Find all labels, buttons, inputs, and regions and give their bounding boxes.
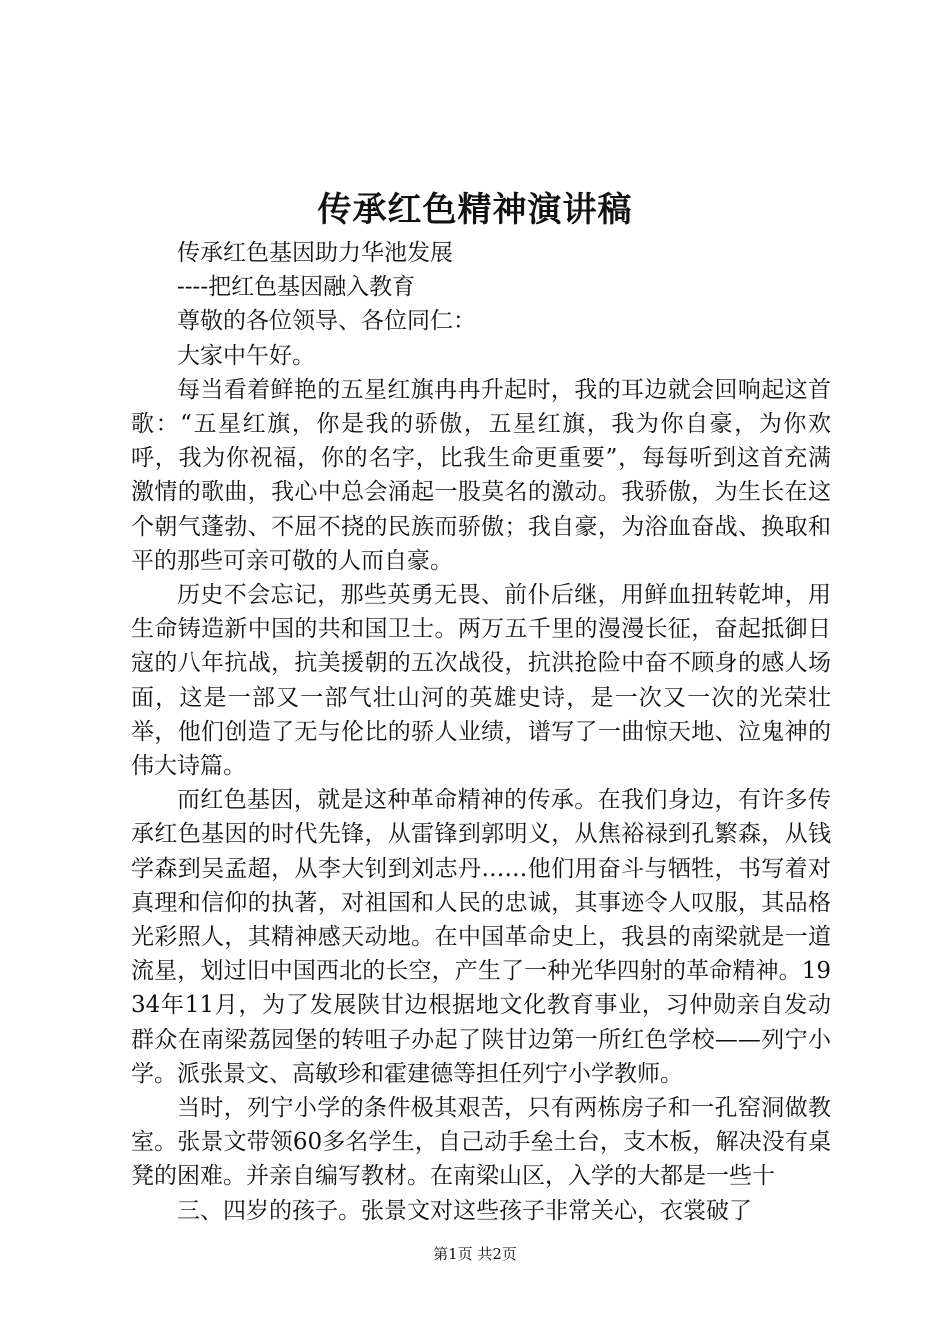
salutation: 尊敬的各位领导、各位同仁： — [177, 308, 476, 335]
page-number: 第1页 共2页 — [433, 1245, 517, 1263]
paragraph-red-gene: 而红色基因，就是这种革命精神的传承。在我们身边，有许多传承红色基因的时代先锋，从雷锋到郭明义，从焦裕禄到孔繁森，从钱学森到吴孟超，从李大钊到刘志丹……他们用奋斗与牺牲，书写着对真理和信仰的执著，对祖国和人民的忠诚，其事迹令人叹服，其品格光彩照人，其精神感天动地。在中国革命史上，我县的南梁就是一道流星，划过旧中国西北的长空，产生了一种光华四射的革命精神。1934年11月，为了发展陕甘边根据地文化教育事业，习仲勋亲自发动群众在南梁荔园堡的转咀子办起了陕甘边第一所红色学校——列宁小学。派张景文、高敏珍和霍建德等担任列宁小学教师。 — [131, 787, 831, 1087]
subtitle-line: 传承红色基因助力华池发展 — [177, 240, 453, 266]
paragraph-continuation: 三、四岁的孩子。张景文对这些孩子非常关心，衣裳破了 — [177, 1197, 752, 1224]
document-title: 传承红色精神演讲稿 — [317, 190, 633, 230]
paragraph-lenin-school: 当时，列宁小学的条件极其艰苦，只有两栋房子和一孔窑洞做教室。张景文带领60多名学生，自己动手垒土台，支木板，解决没有桌凳的困难。并亲自编写教材。在南梁山区，入学的大都是一些十 — [131, 1095, 831, 1190]
paragraph-flag: 每当看着鲜艳的五星红旗冉冉升起时，我的耳边就会回响起这首歌：“五星红旗，你是我的骄傲，五星红旗，我为你自豪，为你欢呼，我为你祝福，你的名字，比我生命更重要”，每每听到这首充满激情的歌曲，我心中总会涌起一股莫名的激动。我骄傲，为生长在这个朝气蓬勃、不屈不挠的民族而骄傲；我自豪，为浴血奋战、换取和平的那些可亲可敬的人而自豪。 — [131, 376, 831, 574]
paragraph-history: 历史不会忘记，那些英勇无畏、前仆后继，用鲜血扭转乾坤，用生命铸造新中国的共和国卫士。两万五千里的漫漫长征，奋起抵御日寇的八年抗战，抗美援朝的五次战役，抗洪抢险中奋不顾身的感人场面，这是一部又一部气壮山河的英雄史诗，是一次又一次的光荣壮举，他们创造了无与伦比的骄人业绩，谱写了一曲惊天地、泣鬼神的伟大诗篇。 — [131, 582, 831, 780]
greeting: 大家中午好。 — [177, 342, 315, 369]
document-body — [131, 236, 831, 1228]
subtitle-subline: ----把红色基因融入教育 — [177, 274, 416, 301]
